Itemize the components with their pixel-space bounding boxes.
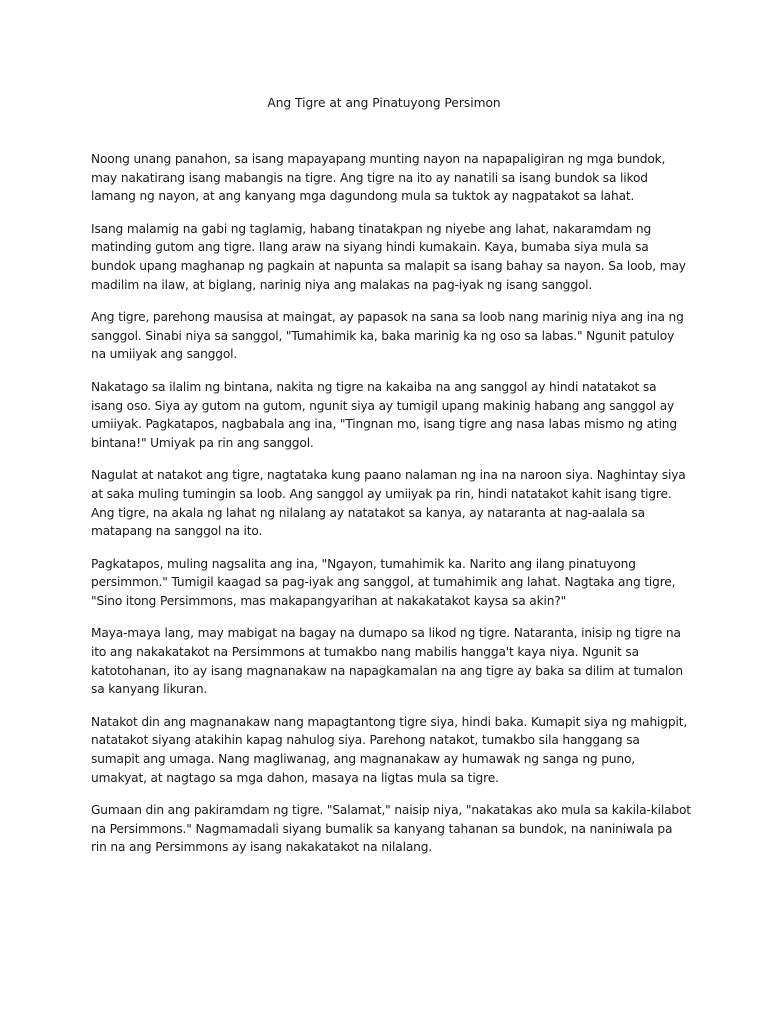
paragraph-3: Ang tigre, parehong mausisa at maingat, ay papasok na sana sa loob nang marinig niya ang ina ng sanggol. Sinabi niya sa sanggol, "Tumahimik ka, baka marinig ka ng oso sa labas." Ngunit patuloy na umiiyak ang sanggol. xyxy=(91,310,684,362)
paragraph-2: Isang malamig na gabi ng taglamig, habang tinatakpan ng niyebe ang lahat, nakaramdam ng matinding gutom ang tigre. Ilang araw na siyang hindi kumakain. Kaya, bumaba siya mula sa bundok upang maghanap ng pagkain at napunta sa malapit sa isang bahay sa nayon. Sa loob, may madilim na ilaw, at biglang, narinig niya ang malakas na pag-iyak ng isang sanggol. xyxy=(91,221,686,292)
document-title: Ang Tigre at ang Pinatuyong Persimon xyxy=(267,96,501,110)
paragraph-5: Nagulat at natakot ang tigre, nagtataka kung paano nalaman ng ina na naroon siya. Naghintay siya at saka muling tumingin sa loob. Ang sanggol ay umiiyak pa rin, hindi natatakot kahit isang tigre. Ang tigre, na akala ng lahat ng nilalang ay natatakot sa kanya, ay nataranta at nag-aalala sa matapang na sanggol na ito. xyxy=(91,468,686,539)
paragraph-6: Pagkatapos, muling nagsalita ang ina, "Ngayon, tumahimik ka. Narito ang ilang pinatuyong persimmon." Tumigil kaagad sa pag-iyak ang sanggol, at tumahimik ang lahat. Nagtaka ang tigre, "Sino itong Persimmons, mas makapangyarihan at nakakatakot kaysa sa akin?" xyxy=(91,556,676,608)
paragraph-1: Noong unang panahon, sa isang mapayapang munting nayon na napapaligiran ng mga bundok, may nakatirang isang mabangis na tigre. Ang tigre na ito ay nanatili sa isang bundok sa likod lamang ng nayon, at ang kanyang mga dagundong mula sa tuktok ay nagpatakot sa lahat. xyxy=(91,152,666,204)
paragraph-9: Gumaan din ang pakiramdam ng tigre. "Salamat," naisip niya, "nakatakas ako mula sa kakila-kilabot na Persimmons." Nagmamadali siyang bumalik sa kanyang tahanan sa bundok, na naniniwala pa rin na ang Persimmons ay isang nakakatakot na nilalang. xyxy=(91,803,691,855)
paragraph-7: Maya-maya lang, may mabigat na bagay na dumapo sa likod ng tigre. Nataranta, inisip ng tigre na ito ang nakakatakot na Persimmons at tumakbo nang mabilis hangga't kaya niya. Ngunit sa katotohanan, ito ay isang magnanakaw na napagkamalan na ang tigre ay baka sa dilim at tumalon sa kanyang likuran. xyxy=(91,626,683,697)
paragraph-8: Natakot din ang magnanakaw nang mapagtantong tigre siya, hindi baka. Kumapit siya ng mahigpit, natatakot siyang atakihin kapag nahulog siya. Parehong natakot, tumakbo sila hanggang sa sumapit ang umaga. Nang magliwanag, ang magnanakaw ay humawak ng sanga ng puno, umakyat, at nagtago sa mga dahon, masaya na ligtas mula sa tigre. xyxy=(91,714,688,785)
document-body xyxy=(91,150,691,871)
paragraph-4: Nakatago sa ilalim ng bintana, nakita ng tigre na kakaiba na ang sanggol ay hindi natatakot sa isang oso. Siya ay gutom na gutom, ngunit siya ay tumigil upang makinig habang ang sanggol ay umiiyak. Pagkatapos, nagbabala ang ina, "Tingnan mo, isang tigre ang nasa labas mismo ng ating bintana!" Umiyak pa rin ang sanggol. xyxy=(91,379,677,450)
